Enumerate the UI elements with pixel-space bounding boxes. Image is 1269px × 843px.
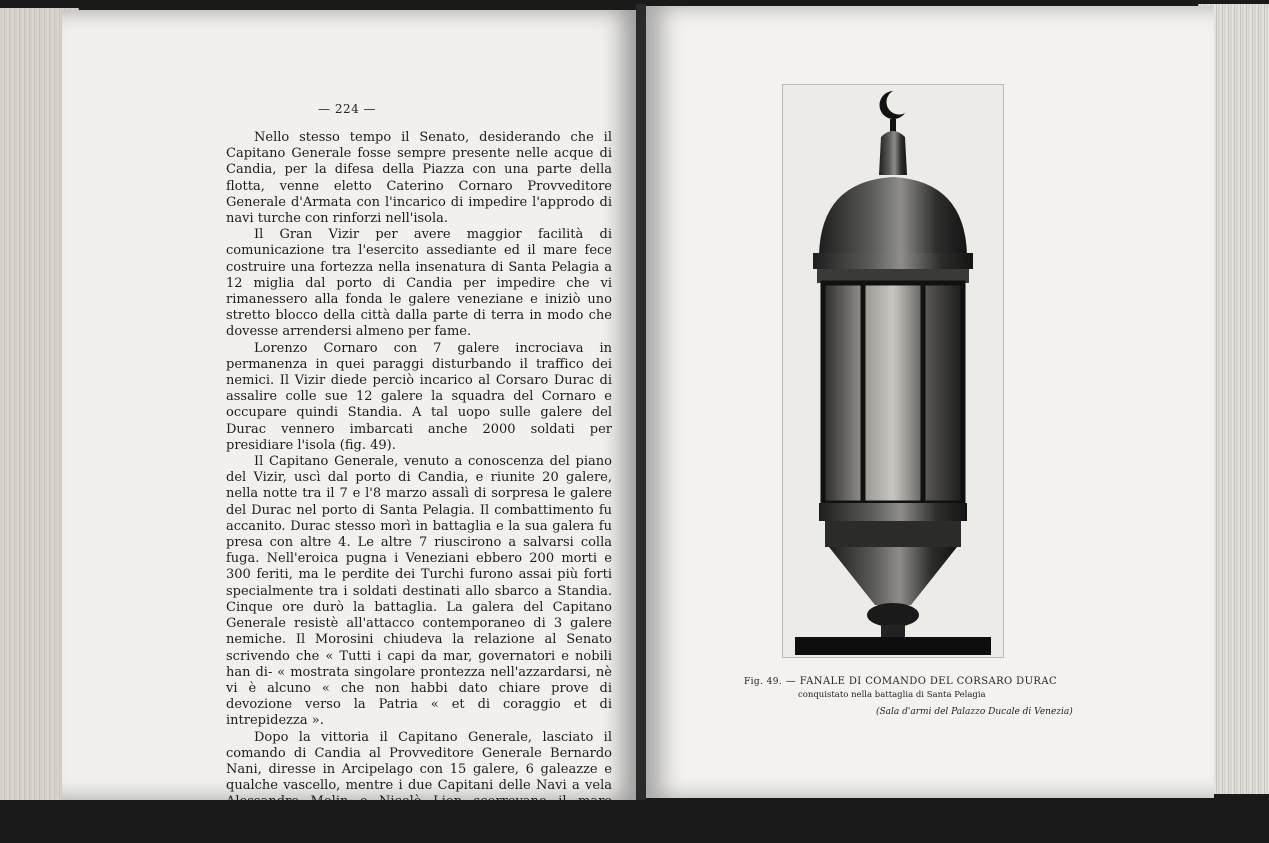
caption-title: — FANALE DI COMANDO DEL CORSARO DURAC — [785, 676, 1058, 687]
paragraph: Lorenzo Cornaro con 7 galere incrociava in permanenza in quei paraggi disturbando il traffico dei nemici. Il Vizir diede perciò incarico al Corsaro Durac di assalire colle sue 12 galere la squadra del Cornaro e occupare quindi Standia. A tal uopo sulle galere del Durac vennero imbarcati anche 2000 soldati per presidiare l'isola (fig. 49). — [226, 340, 612, 453]
body-text — [226, 130, 612, 843]
figure-number: Fig. 49. — [744, 677, 783, 687]
caption-subtitle: conquistato nella battaglia di Santa Pelagia — [798, 690, 986, 700]
lantern-figure — [782, 84, 1004, 658]
lantern-photo-icon — [783, 85, 1003, 657]
paragraph: Nello stesso tempo il Senato, desiderando che il Capitano Generale fosse sempre presente nelle acque di Candia, per la difesa della Piazza con una parte della flotta, venne eletto Caterino Cornaro Provveditore Generale d'Armata con l'incarico di impedire l'approdo di navi turche con rinforzi nell'isola. — [226, 130, 612, 227]
paragraph: Il Capitano Generale, venuto a conoscenza del piano del Vizir, uscì dal porto di Candia, e riunite 20 galere, nella notte tra il 7 e l'8 marzo assalì di sorpresa le galere del Durac nel porto di Santa Pelagia. Il combattimento fu accanito. Durac stesso morì in battaglia e la sua galera fu presa con altre 4. Le altre 7 riuscirono a salvarsi colla fuga. Nell'eroica pugna i Veneziani ebbero 200 morti e 300 feriti, ma le perdite dei Turchi furono assai più forti specialmente tra i soldati destinati allo sbarco a Standia. Cinque ore durò la battaglia. La galera del Capitano Generale resistè all'attacco contemporaneo di 3 galere nemiche. Il Morosini chiudeva la relazione al Senato scrivendo che « Tutti i capi da mar, governatori e nobili han di- « mostrata singolare prontezza nell'azzardarsi, nè vi è alcuno « che non habbi dato chiare prove di devozione verso la Patria « et di coraggio et di intrepidezza ». — [226, 454, 612, 729]
page-number: — 224 — — [318, 102, 377, 116]
caption-source: (Sala d'armi del Palazzo Ducale di Venezia) — [876, 707, 1073, 717]
paragraph: Dopo la vittoria il Capitano Generale, lasciato il comando di Candia al Provveditore Generale Bernardo Nani, diresse in Arcipelago con 15 galere, 6 galeazze e qualche vascello, mentre i due Capitani delle Navi a vela Alessandro Molin e Nicolò Lion scorrevano il mare catturando quante navi turche incontravano. Ciò nonostante il Capitan Pascià con una flotta — [226, 729, 612, 842]
book-gutter — [636, 4, 646, 800]
caption-title-line — [744, 676, 1084, 687]
paragraph: Il Gran Vizir per avere maggior facilità di comunicazione tra l'esercito assediante ed il mare fece costruire una fortezza nella insenatura di Santa Pelagia a 12 miglia dal porto di Candia per impedire che vi rimanessero alla fonda le galere veneziane e iniziò uno stretto blocco della città dalla parte di terra in modo che dovesse arrendersi almeno per fame. — [226, 227, 612, 340]
figure-caption — [744, 676, 1084, 717]
